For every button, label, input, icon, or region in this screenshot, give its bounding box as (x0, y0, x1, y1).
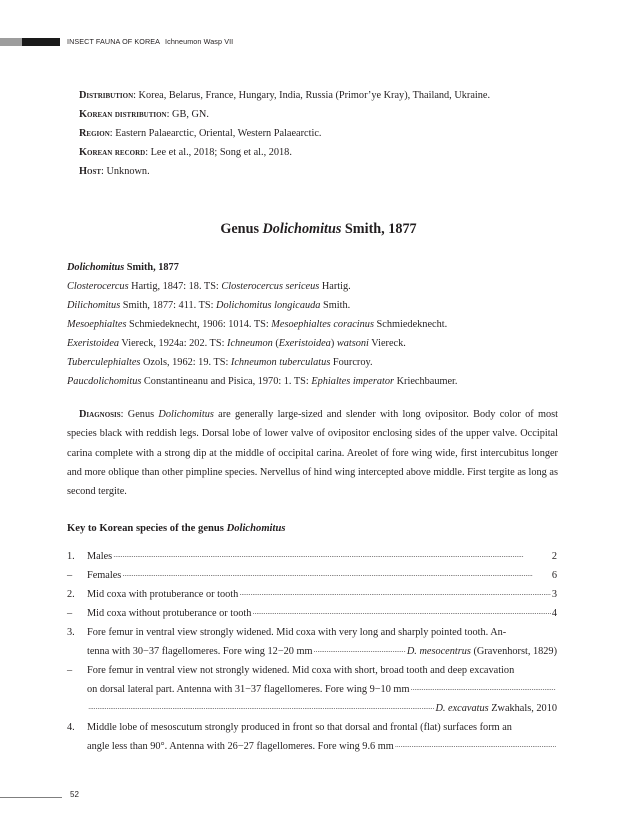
genus-heading-author: Smith, 1877 (124, 262, 179, 273)
key-couplet (67, 588, 557, 601)
synonym-genus: Mesoephialtes (67, 319, 127, 330)
korean-record-label: Korean record (79, 147, 146, 158)
korean-distribution-line (79, 108, 209, 121)
synonym-type-author: Schmiedeknecht. (373, 319, 448, 330)
synonym-type-species: Ichneumon (227, 338, 273, 349)
synonym-genus: Closterocercus (67, 281, 129, 292)
footer-rule (0, 797, 62, 798)
couplet-target: 3 (551, 589, 557, 600)
leader-dots (88, 704, 434, 715)
diagnosis-paragraph (67, 405, 558, 501)
key-couplet-continuation (87, 702, 557, 715)
couplet-text: Fore femur in ventral view strongly widened. Mid coxa with very long and sharply pointed tooth. An- (87, 627, 507, 638)
region-label: Region (79, 128, 110, 139)
couplet-text: on dorsal lateral part. Antenna with 31−37 flagellomeres. Fore wing 9−10 mm (87, 684, 410, 695)
couplet-target: 6 (551, 570, 557, 581)
key-couplet (67, 550, 557, 563)
synonym-type-species: Mesoephialtes coracinus (271, 319, 374, 330)
region-line (79, 127, 321, 140)
synonym-type-species: Dolichomitus longicauda (216, 300, 321, 311)
species-author: (Gravenhorst, 1829) (470, 646, 557, 657)
key-couplet (67, 721, 557, 734)
synonym-line (67, 299, 350, 312)
synonym-genus: Dilichomitus (67, 300, 121, 311)
diagnosis-genus: Dolichomitus (158, 409, 214, 420)
couplet-number: – (67, 570, 73, 581)
synonym-type-species: Closterocercus sericeus (221, 281, 320, 292)
genus-heading (67, 261, 179, 274)
species-name: D. excavatus (435, 703, 489, 714)
leader-dots (410, 685, 556, 696)
couplet-number: – (67, 665, 73, 676)
couplet-number: 2. (67, 589, 75, 600)
species-name: D. mesocentrus (406, 646, 471, 657)
host-line (79, 165, 150, 178)
couplet-number: – (67, 608, 73, 619)
leader-dots (113, 552, 551, 563)
korean-distribution-text: : GB, GN. (166, 109, 209, 120)
couplet-text: Mid coxa without protuberance or tooth (87, 608, 252, 619)
synonym-epithet: watsoni (336, 338, 369, 349)
korean-record-text: : Lee et al., 2018; Song et al., 2018. (145, 147, 292, 158)
synonym-paren: ) (330, 338, 337, 349)
genus-title-prefix: Genus (220, 221, 263, 237)
synonym-type-species: Ephialtes imperator (311, 376, 395, 387)
synonym-type-author: Smith. (320, 300, 351, 311)
key-title (67, 522, 285, 535)
key-couplet (67, 626, 557, 639)
synonym-ref: Ozols, 1962: 19. TS: (140, 357, 231, 368)
synonym-subgenus: Exeristoidea (278, 338, 331, 349)
running-header (67, 37, 233, 46)
key-title-text: Key to Korean species of the genus (67, 523, 227, 534)
diagnosis-text: are generally large-sized and slender with long ovipositor. Body color of most species black with reddish legs. Dorsal lobe of lower valve of ovipositor enclosing sides of the upper valve. Occipital carina complete with a strong dip at the middle of occipital carina. Areolet of fore wing wide, first intercubitus longer and more oblique than other pimpline species. Nervellus of hind wing intercepted above middle. First tergite as long as second tergite. (67, 409, 558, 498)
couplet-text: Mid coxa with protuberance or tooth (87, 589, 239, 600)
key-couplet (67, 664, 557, 677)
key-couplet-continuation (87, 740, 557, 753)
couplet-text: Fore femur in ventral view not strongly widened. Mid coxa with short, broad tooth and deep excavation (87, 665, 515, 676)
host-text: : Unknown. (101, 166, 150, 177)
host-label: Host (79, 166, 102, 177)
key-couplet (67, 607, 557, 620)
header-bar-black (22, 38, 60, 46)
couplet-text: Females (87, 570, 122, 581)
synonym-type-species: Ichneumon tuberculatus (230, 357, 331, 368)
synonym-type-author: Kriechbaumer. (394, 376, 458, 387)
synonym-line (67, 318, 447, 331)
leader-dots (252, 609, 550, 620)
synonym-ref: Viereck, 1924a: 202. TS: (119, 338, 228, 349)
synonym-genus: Tuberculephialtes (67, 357, 141, 368)
header-bar-grey (0, 38, 22, 46)
key-title-genus: Dolichomitus (226, 523, 286, 534)
synonym-type-author: Fourcroy. (330, 357, 373, 368)
synonym-ref: Hartig, 1847: 18. TS: (128, 281, 222, 292)
genus-title-name: Dolichomitus (262, 221, 342, 237)
korean-record-line (79, 146, 292, 159)
synonym-line (67, 337, 406, 350)
page-number: 52 (70, 790, 79, 799)
synonym-line (67, 375, 458, 388)
synonym-line (67, 280, 351, 293)
couplet-text: angle less than 90°. Antenna with 26−27 flagellomeres. Fore wing 9.6 mm (87, 741, 394, 752)
couplet-text: Males (87, 551, 113, 562)
couplet-target: 4 (551, 608, 557, 619)
leader-dots (314, 647, 406, 658)
volume-title: Ichneumon Wasp VII (165, 37, 234, 46)
series-title: INSECT FAUNA OF KOREA (67, 37, 161, 46)
genus-title (0, 221, 637, 238)
synonym-ref: Schmiedeknecht, 1906: 1014. TS: (126, 319, 272, 330)
diagnosis-label: Diagnosis (79, 409, 121, 420)
leader-dots (239, 590, 551, 601)
synonym-ref: Constantineanu and Pisica, 1970: 1. TS: (141, 376, 312, 387)
distribution-label: Distribution (79, 90, 134, 101)
distribution-text: : Korea, Belarus, France, Hungary, India, Russia (Primor’ye Kray), Thailand, Ukraine. (133, 90, 491, 101)
synonym-genus: Exeristoidea (67, 338, 120, 349)
key-couplet-continuation (87, 683, 557, 696)
couplet-text: tenna with 30−37 flagellomeres. Fore wing 12−20 mm (87, 646, 313, 657)
synonym-ref: Smith, 1877: 411. TS: (120, 300, 217, 311)
region-text: : Eastern Palaearctic, Oriental, Western Palaearctic. (109, 128, 322, 139)
diagnosis-text: : Genus (120, 409, 159, 420)
couplet-target: 2 (551, 551, 557, 562)
key-couplet-continuation (87, 645, 557, 658)
synonym-paren: ( (272, 338, 279, 349)
couplet-number: 3. (67, 627, 75, 638)
couplet-number: 1. (67, 551, 75, 562)
genus-title-author: Smith, 1877 (341, 221, 417, 237)
synonym-genus: Paucdolichomitus (67, 376, 142, 387)
leader-dots (395, 742, 556, 753)
synonym-type-author: Hartig. (319, 281, 351, 292)
synonym-line (67, 356, 373, 369)
synonym-type-author: Viereck. (368, 338, 406, 349)
genus-heading-name: Dolichomitus (67, 262, 125, 273)
distribution-line (79, 89, 490, 102)
couplet-text: Middle lobe of mesoscutum strongly produced in front so that dorsal and frontal (flat) surfaces form an (87, 722, 512, 733)
leader-dots (122, 571, 551, 582)
korean-distribution-label: Korean distribution (79, 109, 167, 120)
key-couplet (67, 569, 557, 582)
couplet-number: 4. (67, 722, 75, 733)
species-author: Zwakhals, 2010 (488, 703, 557, 714)
